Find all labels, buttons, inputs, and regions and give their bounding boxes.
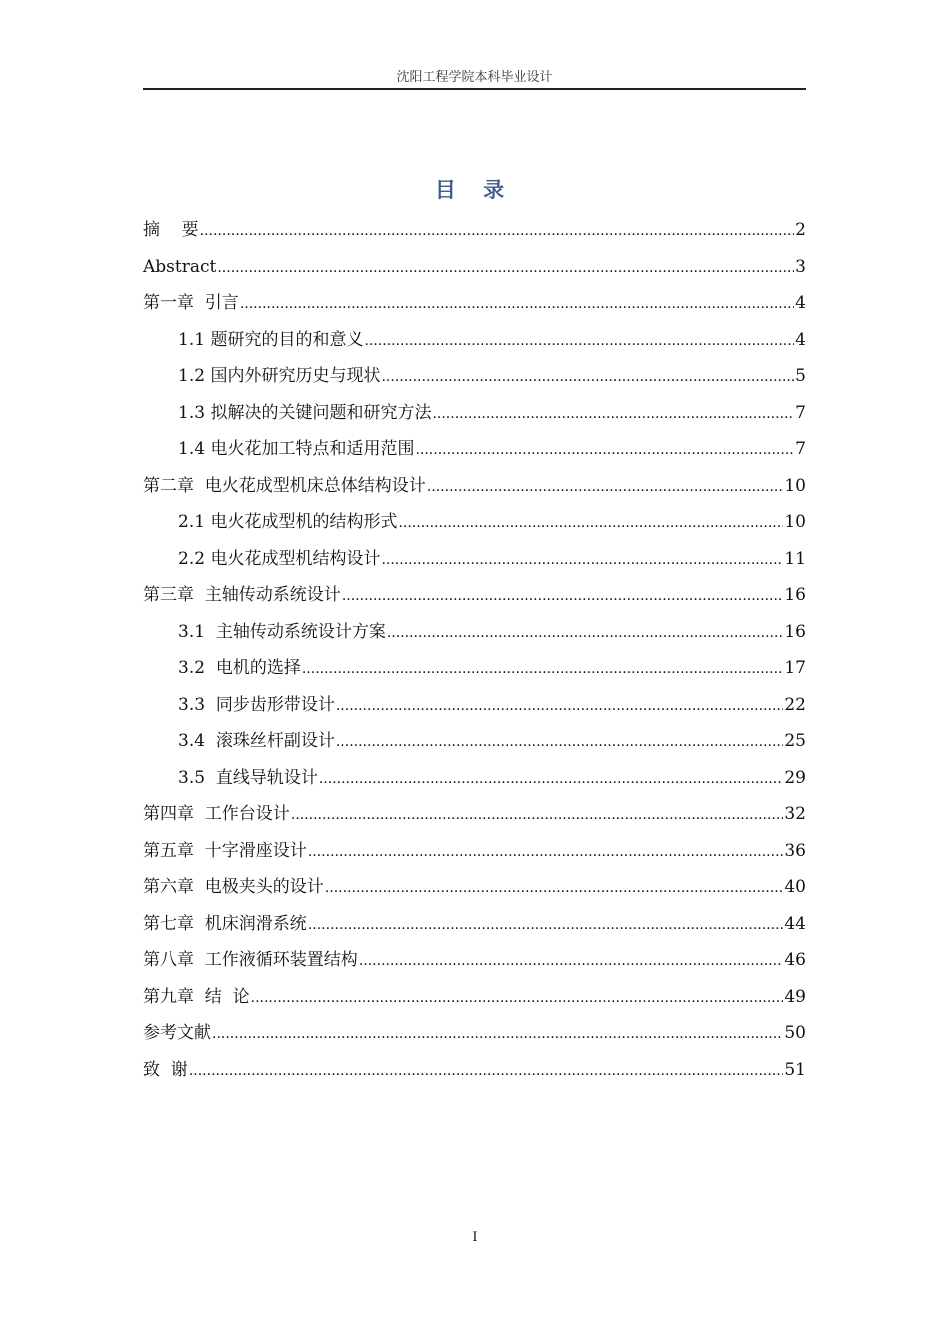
toc-entry-label: 第一章 引言	[143, 293, 239, 313]
toc-entry-page: 7	[795, 439, 806, 459]
toc-entry-label: 1.2 国内外研究历史与现状	[178, 366, 381, 386]
toc-dot-leader	[200, 212, 795, 249]
toc-entry[interactable]	[143, 723, 806, 760]
toc-entry-page: 25	[784, 731, 806, 751]
toc-entry-page: 22	[784, 694, 806, 715]
toc-entry-label: 致 谢	[143, 1059, 188, 1080]
toc-dot-leader	[319, 760, 784, 797]
toc-entry-page: 16	[784, 621, 806, 642]
toc-entry-label: 1.3 拟解决的关键问题和研究方法	[178, 402, 432, 423]
toc-dot-leader	[381, 358, 794, 395]
toc-entry-page: 32	[784, 804, 806, 824]
toc-entry[interactable]	[143, 1015, 806, 1052]
toc-entry[interactable]	[143, 431, 806, 468]
toc-entry[interactable]	[143, 358, 806, 395]
toc-dot-leader	[212, 1015, 783, 1052]
toc-dot-leader	[398, 504, 783, 541]
toc-entry[interactable]	[143, 979, 806, 1016]
toc-entry[interactable]	[143, 650, 806, 687]
toc-entry[interactable]	[143, 869, 806, 906]
toc-entry[interactable]	[143, 833, 806, 870]
toc-entry-label: 第二章 电火花成型机床总体结构设计	[143, 475, 426, 496]
toc-entry[interactable]	[143, 906, 806, 943]
toc-entry-page: 16	[784, 585, 806, 605]
toc-dot-leader	[427, 468, 784, 505]
toc-entry-page: 17	[784, 658, 806, 678]
toc-entry-label: 1.1 题研究的目的和意义	[178, 329, 364, 350]
toc-dot-leader	[308, 906, 784, 943]
toc-entry-page: 10	[784, 475, 806, 496]
toc-dot-leader	[342, 577, 784, 614]
toc-entry[interactable]	[143, 395, 806, 432]
toc-entry-page: 11	[784, 548, 806, 569]
toc-entry-label: 1.4 电火花加工特点和适用范围	[178, 439, 415, 459]
toc-dot-leader	[336, 723, 784, 760]
toc-entry-label: 2.1 电火花成型机的结构形式	[178, 512, 398, 532]
toc-dot-leader	[308, 833, 784, 870]
toc-entry-page: 40	[784, 877, 806, 897]
toc-dot-leader	[387, 614, 784, 651]
toc-entry-page: 5	[795, 366, 806, 386]
toc-entry-label: 第七章 机床润滑系统	[143, 913, 307, 934]
toc-entry-page: 50	[784, 1023, 806, 1043]
toc-entry[interactable]	[143, 796, 806, 833]
toc-entry-label: 第四章 工作台设计	[143, 804, 290, 824]
toc-entry-label: 第三章 主轴传动系统设计	[143, 585, 341, 605]
page-header: 沈阳工程学院本科毕业设计	[143, 66, 806, 90]
toc-dot-leader	[359, 942, 784, 979]
toc-entry[interactable]	[143, 212, 806, 249]
toc-entry-label: Abstract	[143, 256, 217, 277]
toc-entry[interactable]	[143, 504, 806, 541]
toc-entry-page: 51	[784, 1059, 806, 1080]
toc-entry[interactable]	[143, 687, 806, 724]
toc-entry-page: 44	[784, 913, 806, 934]
toc-dot-leader	[217, 249, 794, 286]
toc-entry[interactable]	[143, 1052, 806, 1089]
toc-entry[interactable]	[143, 541, 806, 578]
toc-entry-page: 2	[795, 220, 806, 240]
toc-title: 目 录	[434, 177, 515, 202]
toc-dot-leader	[251, 979, 784, 1016]
toc-dot-leader	[415, 431, 794, 468]
toc-entry-label: 3.1 主轴传动系统设计方案	[178, 621, 386, 642]
toc-dot-leader	[325, 869, 784, 906]
toc-entry-page: 29	[784, 767, 806, 788]
page-number: I	[472, 1230, 478, 1245]
toc-entry[interactable]	[143, 249, 806, 286]
toc-entry-label: 第五章 十字滑座设计	[143, 840, 307, 861]
toc-entry-label: 3.4 滚珠丝杆副设计	[178, 731, 335, 751]
toc-entry[interactable]	[143, 285, 806, 322]
toc-entry-label: 第九章 结 论	[143, 986, 250, 1007]
toc-entry-page: 3	[795, 256, 806, 277]
toc-entry[interactable]	[143, 322, 806, 359]
toc-entry[interactable]	[143, 760, 806, 797]
toc-entry-label: 3.3 同步齿形带设计	[178, 694, 335, 715]
toc-entry-page: 36	[784, 840, 806, 861]
toc-entry-page: 10	[784, 512, 806, 532]
toc-entry-page: 4	[795, 293, 806, 313]
toc-dot-leader	[302, 650, 784, 687]
toc-entry-page: 4	[795, 329, 806, 350]
toc-entry-label: 3.2 电机的选择	[178, 658, 301, 678]
toc-dot-leader	[291, 796, 784, 833]
toc-entry-label: 第六章 电极夹头的设计	[143, 877, 324, 897]
toc-entry-label: 第八章 工作液循环装置结构	[143, 950, 358, 970]
toc-entry-label: 3.5 直线导轨设计	[178, 767, 318, 788]
toc-entry-page: 49	[784, 986, 806, 1007]
toc-entry-page: 7	[795, 402, 806, 423]
toc-entry[interactable]	[143, 942, 806, 979]
toc-dot-leader	[381, 541, 783, 578]
table-of-contents	[143, 212, 806, 1088]
toc-entry-label: 摘 要	[143, 220, 199, 240]
toc-entry[interactable]	[143, 614, 806, 651]
toc-dot-leader	[364, 322, 794, 359]
toc-entry-label: 2.2 电火花成型机结构设计	[178, 548, 381, 569]
toc-entry[interactable]	[143, 577, 806, 614]
toc-dot-leader	[336, 687, 784, 724]
toc-entry-label: 参考文献	[143, 1023, 211, 1043]
toc-entry[interactable]	[143, 468, 806, 505]
toc-dot-leader	[432, 395, 794, 432]
toc-entry-page: 46	[784, 950, 806, 970]
toc-dot-leader	[189, 1052, 784, 1089]
toc-dot-leader	[240, 285, 794, 322]
